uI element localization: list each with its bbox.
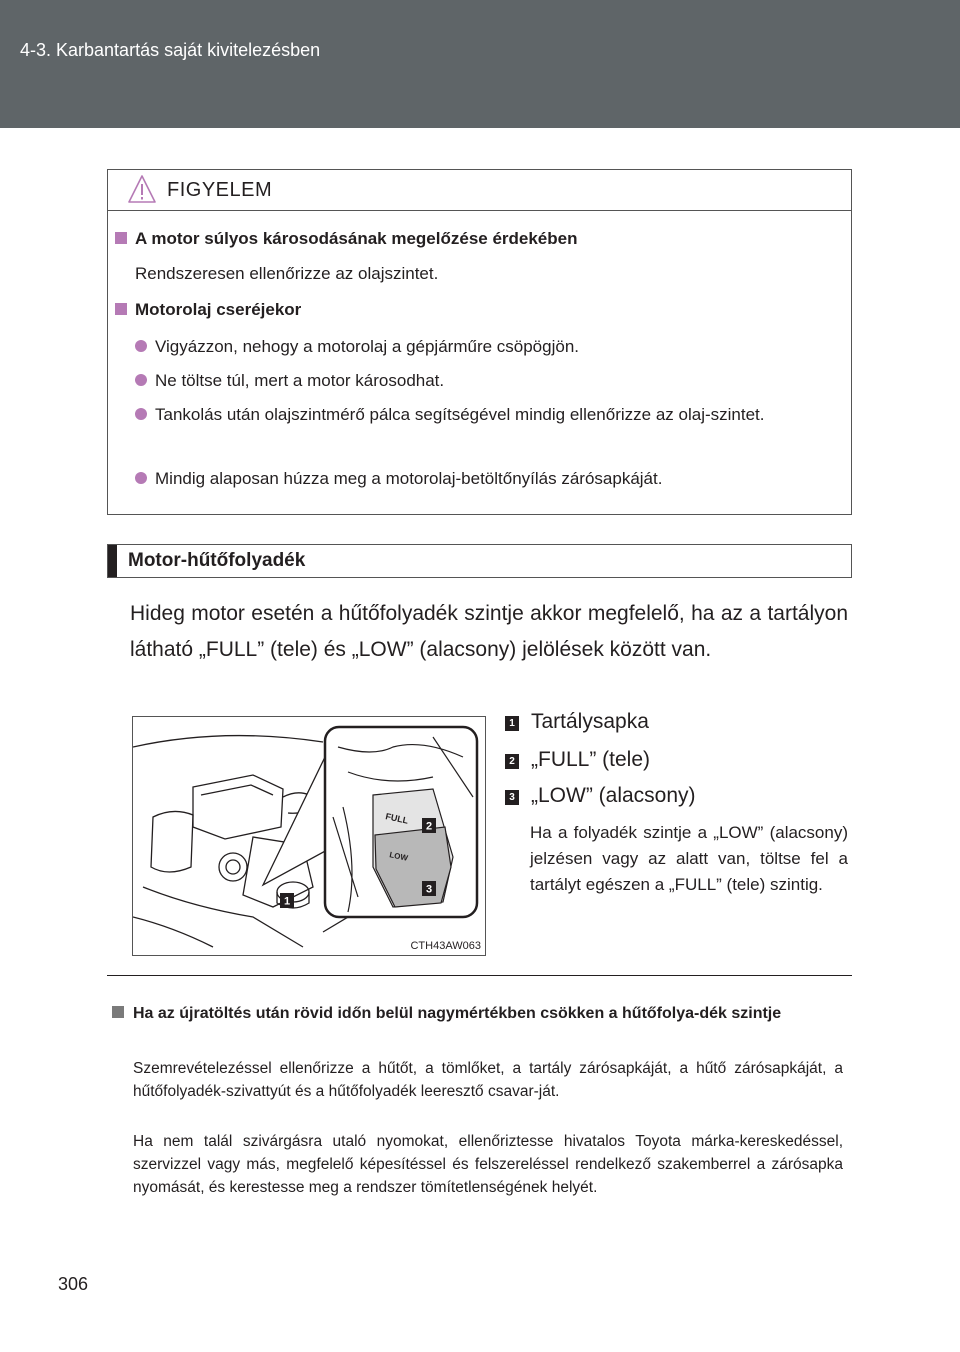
warning-bullet-3: Tankolás után olajszintmérő pálca segítségével mindig ellenőrizze az olaj-szintet. (135, 400, 835, 430)
legend-item-2: 2 „FULL” (tele) (505, 748, 650, 772)
subsection-paragraph-2: Ha nem talál szivárgásra utaló nyomokat, ellenőriztesse hivatalos Toyota márka-kereskedéssel, szervizzel vagy más, megfelelő képesítéssel és felszereléssel rendelkező szakemberrel a zárósapka nyomását, és kerestesse meg a rendszer tömítetlenségének helyét. (133, 1133, 843, 1196)
warning-box (107, 169, 852, 515)
square-bullet-icon (115, 303, 127, 315)
svg-text:3: 3 (425, 883, 433, 896)
round-bullet-icon (135, 340, 147, 352)
section-heading (107, 544, 852, 578)
figure-code: CTH43AW063 (410, 940, 481, 952)
heading-bar (108, 545, 117, 577)
legend-item-1: 1 Tartálysapka (505, 710, 649, 734)
intro-paragraph: Hideg motor esetén a hűtőfolyadék szintje akkor megfelelő, ha az a tartályon látható „FULL” (tele) és „LOW” (alacsony) jelölések között van. (130, 602, 848, 661)
warning-title-row (108, 170, 851, 211)
warning-bullet-2: Ne töltse túl, mert a motor károsodhat. (135, 366, 835, 396)
refill-note: Ha a folyadék szintje a „LOW” (alacsony) jelzésen vagy az alatt van, töltse fel a tartályt egészen a „FULL” (tele) szintig. (530, 823, 848, 894)
warning-triangle-icon (127, 173, 157, 210)
svg-text:1: 1 (283, 895, 291, 908)
warning-bullet-1: Vigyázzon, nehogy a motorolaj a gépjárműre csöpögjön. (135, 332, 835, 362)
page-header-bar (0, 0, 960, 128)
svg-text:2: 2 (425, 820, 433, 833)
page-number: 306 (58, 1274, 89, 1294)
warning-heading-2: Motorolaj cseréjekor (115, 300, 301, 320)
full-mark: FULL (384, 811, 410, 826)
section-title: Motor-hűtőfolyadék (128, 550, 306, 571)
engine-bay-drawing (133, 717, 485, 955)
warning-text-1: Rendszeresen ellenőrizze az olajszintet. (135, 264, 439, 283)
section-breadcrumb: 4-3. Karbantartás saját kivitelezésben (20, 40, 321, 60)
square-bullet-icon (115, 232, 127, 244)
subsection-paragraph-1: Szemrevételezéssel ellenőrizze a hűtőt, a tömlőket, a tartály zárósapkáját, a hűtő zárósapkáját, a hűtőfolyadék-szivattyút és a hűtőfolyadék leeresztő csavar-ját. (133, 1060, 843, 1100)
square-bullet-icon (112, 1006, 124, 1018)
round-bullet-icon (135, 374, 147, 386)
warning-title: FIGYELEM (167, 179, 273, 201)
low-mark: LOW (388, 850, 409, 863)
subsection-heading: Ha az újratöltés után rövid időn belül nagymértékben csökken a hűtőfolya-dék szintje (112, 1002, 868, 1026)
round-bullet-icon (135, 472, 147, 484)
round-bullet-icon (135, 408, 147, 420)
engine-coolant-illustration (132, 716, 486, 956)
legend-item-3: 3 „LOW” (alacsony) (505, 784, 696, 808)
divider (107, 975, 852, 976)
warning-bullet-4: Mindig alaposan húzza meg a motorolaj-betöltőnyílás zárósapkáját. (135, 464, 835, 494)
warning-heading-1: A motor súlyos károsodásának megelőzése érdekében (115, 229, 578, 249)
